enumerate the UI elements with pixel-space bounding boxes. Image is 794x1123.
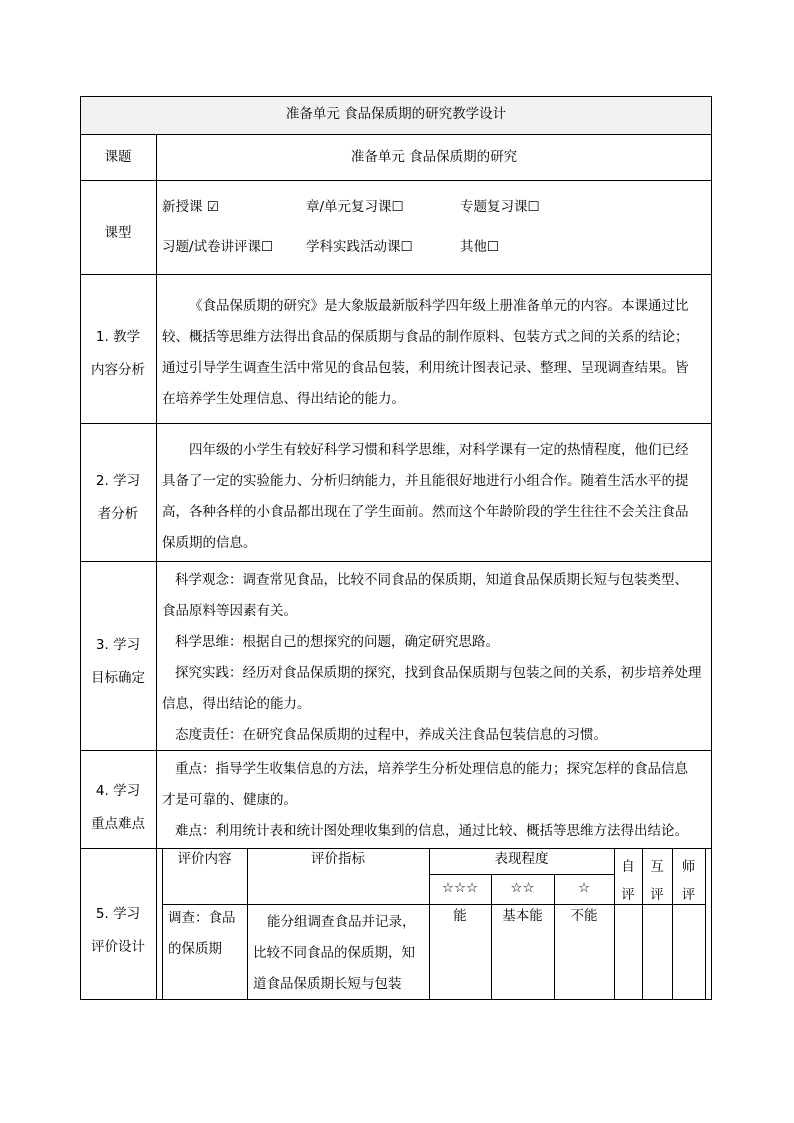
eval-table-divider (247, 849, 248, 1000)
type-option-topic-review: 专题复习课☐ (460, 199, 540, 215)
topic-value: 准备单元 食品保质期的研究 (350, 149, 518, 165)
content-label: 1. 教学 内容分析 (91, 329, 145, 378)
paragraph-line: 较、概括等思维方法得出食品的保质期与食品的制作原料、包装方式之间的关系的结论； (162, 329, 689, 345)
type-option-unit-review: 章/单元复习课☐ (306, 199, 404, 215)
paragraph-line: 高，各种各样的小食品都出现在了学生面前。然而这个年龄阶段的学生往往不会关注食品 (162, 504, 689, 520)
column-divider (156, 134, 157, 1000)
eval-table-divider (429, 874, 614, 875)
paragraph-line: 才是可靠的、健康的。 (162, 792, 297, 808)
goals-label: 3. 学习 目标确定 (91, 637, 145, 686)
paragraph-line: 态度责任：在研究食品保质期的过程中，养成关注食品包装信息的习惯。 (175, 727, 607, 743)
eval-row-indicator: 能分组调查食品并记录， 比较不同食品的保质期，知 道食品保质期长短与包装 (253, 914, 416, 992)
eval-row-three-stars: 能 (453, 908, 467, 924)
eval-header-teacher: 师 评 (681, 859, 696, 903)
paragraph-line: 食品原料等因素有关。 (162, 603, 297, 619)
paragraph-line: 探究实践：经历对食品保质期的探究，找到食品保质期与包装之间的关系，初步培养处理 (175, 665, 702, 681)
paragraph-line: 保质期的信息。 (162, 535, 257, 551)
paragraph-line: 四年级的小学生有较好科学习惯和科学思维，对科学课有一定的热情程度，他们已经 (189, 442, 689, 458)
eval-header-three-stars: ☆☆☆ (441, 880, 479, 896)
paragraph-line: 通过引导学生调查生活中常见的食品包装，利用统计图表记录、整理、呈现调查结果。皆 (162, 360, 689, 376)
eval-row-one-star: 不能 (570, 908, 598, 924)
row-divider (80, 848, 712, 849)
eval-row-two-stars: 基本能 (502, 908, 543, 924)
type-option-practice-activity: 学科实践活动课☐ (306, 239, 413, 255)
paragraph-line: 科学思维：根据自己的想探究的问题，确定研究思路。 (175, 634, 499, 650)
row-divider (80, 134, 712, 135)
eval-table-border (162, 849, 163, 1000)
paragraph-line: 科学观念：调查常见食品，比较不同食品的保质期，知道食品保质期长短与包装类型、 (175, 572, 688, 588)
content-paragraph (162, 291, 689, 415)
paragraph-line: 《食品保质期的研究》是大象版最新版科学四年级上册准备单元的内容。本课通过比 (189, 298, 689, 314)
learner-paragraph (162, 435, 689, 559)
eval-table-divider (429, 849, 430, 1000)
eval-table-border (705, 849, 706, 1000)
eval-header-peer: 互 评 (650, 859, 664, 903)
eval-header-content: 评价内容 (177, 851, 232, 867)
type-option-other: 其他☐ (460, 239, 500, 255)
paragraph-line: 信息，得出结论的能力。 (162, 696, 311, 712)
eval-header-one-star: ☆ (577, 880, 591, 896)
row-divider (80, 423, 712, 424)
eval-row-content: 调查：食品 的保质期 (168, 910, 236, 957)
paragraph-line: 在培养学生处理信息、得出结论的能力。 (162, 391, 405, 407)
keypoints-label: 4. 学习 重点难点 (91, 783, 145, 832)
row-divider (80, 561, 712, 562)
type-option-exercise-review: 习题/试卷讲评课☐ (162, 239, 274, 255)
evaluation-label: 5. 学习 评价设计 (91, 906, 145, 955)
keypoints-paragraph (162, 754, 688, 847)
goals-paragraph (162, 565, 702, 751)
type-option-new-lesson: 新授课 ☑ (162, 199, 219, 215)
learner-label: 2. 学习 者分析 (95, 473, 141, 522)
eval-header-performance: 表现程度 (494, 851, 549, 867)
type-label: 课型 (104, 225, 132, 241)
eval-header-indicator: 评价指标 (311, 851, 365, 867)
eval-header-self: 自 评 (621, 859, 635, 903)
row-divider (80, 180, 712, 181)
eval-header-two-stars: ☆☆ (510, 880, 535, 896)
paragraph-line: 具备了一定的实验能力、分析归纳能力，并且能很好地进行小组合作。随着生活水平的提 (162, 473, 689, 489)
row-divider (80, 274, 712, 275)
topic-label: 课题 (104, 149, 132, 165)
paragraph-line: 重点：指导学生收集信息的方法，培养学生分析处理信息的能力；探究怎样的食品信息 (175, 761, 688, 777)
document-title: 准备单元 食品保质期的研究教学设计 (285, 106, 507, 122)
paragraph-line: 难点：利用统计表和统计图处理收集到的信息，通过比较、概括等思维方法得出结论。 (175, 823, 688, 839)
